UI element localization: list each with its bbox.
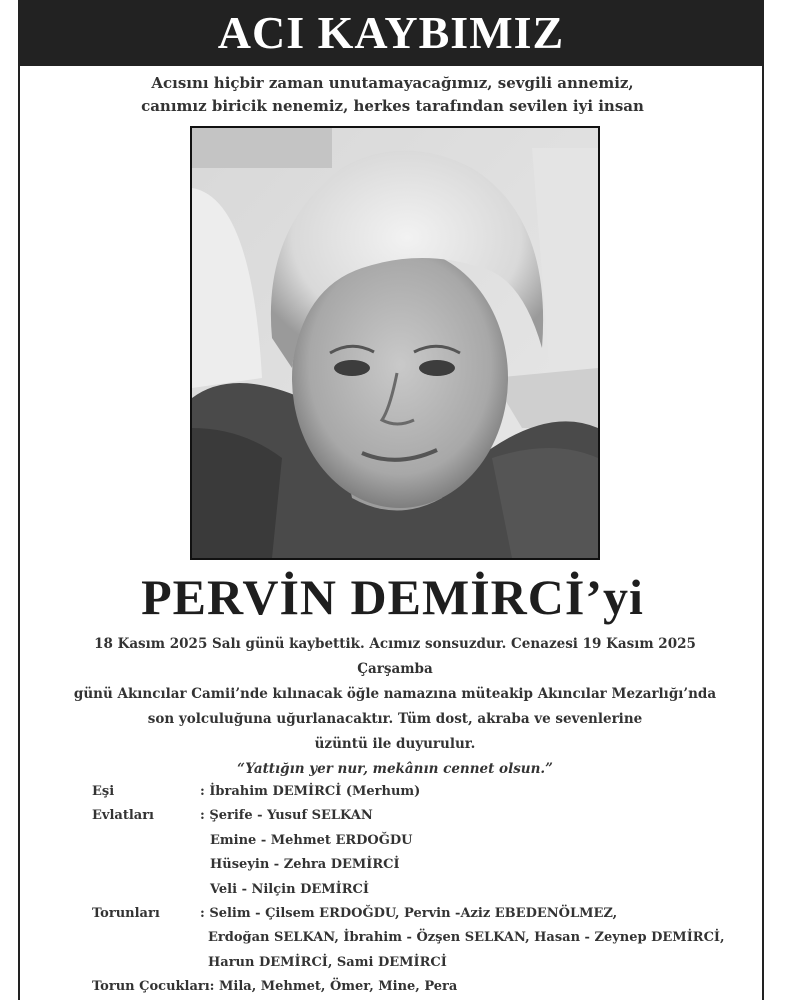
family-list bbox=[92, 780, 752, 1000]
family-value: Hüseyin - Zehra DEMİRCİ bbox=[210, 857, 400, 873]
intro-line: canımız biricik nenemiz, herkes tarafından sevilen iyi insan bbox=[141, 97, 644, 115]
notice-line: günü Akıncılar Camii’nde kılınacak öğle namazına müteakip Akıncılar Mezarlığı’nda bbox=[73, 686, 717, 702]
portrait-photo-icon bbox=[192, 128, 598, 558]
family-row-children bbox=[92, 804, 752, 828]
death-notice bbox=[60, 632, 730, 782]
intro-text bbox=[40, 72, 745, 118]
portrait-photo bbox=[190, 126, 600, 560]
family-row-grandchildren bbox=[92, 902, 752, 926]
notice-line: son yolculuğuna uğurlanacaktır. Tüm dost, akraba ve sevenlerine bbox=[147, 711, 643, 727]
family-value: : Selim - Çilsem ERDOĞDU, Pervin -Aziz EBEDENÖLMEZ, bbox=[200, 906, 618, 922]
header-banner bbox=[18, 0, 764, 66]
notice-line: 18 Kasım 2025 Salı günü kaybettik. Acımız sonsuzdur. Cenazesi 19 Kasım 2025 Çarşamba bbox=[94, 636, 696, 677]
family-value: Erdoğan SELKAN, İbrahim - Özşen SELKAN, Hasan - Zeynep DEMİRCİ, bbox=[208, 930, 725, 946]
family-label: Eşi bbox=[92, 784, 115, 799]
family-label: Evlatları bbox=[92, 808, 154, 824]
intro-line: Acısını hiçbir zaman unutamayacağımız, sevgili annemiz, bbox=[151, 74, 634, 92]
family-value: Emine - Mehmet ERDOĞDU bbox=[210, 832, 413, 848]
family-label: Torunları bbox=[92, 906, 160, 922]
page-title: ACI KAYBIMIZ bbox=[217, 7, 565, 58]
family-value: Veli - Nilçin DEMİRCİ bbox=[210, 881, 369, 897]
family-value: : Şerife - Yusuf SELKAN bbox=[200, 808, 373, 824]
family-value: Harun DEMİRCİ, Sami DEMİRCİ bbox=[208, 954, 447, 970]
family-value: : İbrahim DEMİRCİ (Merhum) bbox=[200, 784, 421, 799]
prayer-quote: “Yattığın yer nur, mekânın cennet olsun.” bbox=[237, 761, 553, 777]
family-row-great-grandchildren bbox=[92, 975, 752, 999]
notice-line: üzüntü ile duyurulur. bbox=[314, 736, 476, 752]
family-label: Torun Çocukları: bbox=[92, 979, 215, 995]
family-value: Mila, Mehmet, Ömer, Mine, Pera bbox=[214, 979, 458, 995]
deceased-name: PERVİN DEMİRCİ’yi bbox=[141, 569, 644, 625]
family-row-spouse bbox=[92, 780, 752, 804]
